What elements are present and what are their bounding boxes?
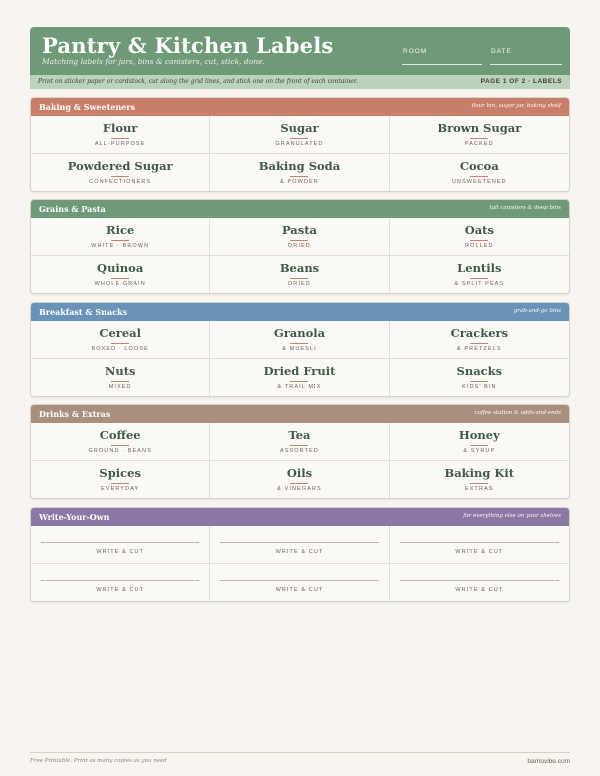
label-name: Beans — [279, 261, 320, 275]
label-divider — [290, 343, 308, 344]
label-name: Tea — [288, 428, 311, 442]
label-divider — [290, 278, 308, 279]
label-subtitle: CONFECTIONERS — [89, 179, 152, 185]
section-header — [31, 200, 569, 218]
label-name: Sugar — [280, 121, 319, 135]
room-label: ROOM — [403, 48, 428, 55]
label-name: Cereal — [99, 326, 141, 340]
label-cell — [210, 116, 389, 154]
label-divider — [290, 483, 308, 484]
section-header — [31, 405, 569, 423]
label-subtitle: DRIED — [288, 281, 311, 287]
write-line — [400, 542, 559, 543]
label-divider — [470, 278, 488, 279]
label-subtitle: ASSORTED — [280, 448, 319, 454]
section-baking — [30, 97, 570, 192]
section-write-your-own — [30, 507, 570, 602]
blank-label-cell — [210, 526, 389, 564]
section-drinks — [30, 404, 570, 499]
label-name: Spices — [99, 466, 141, 480]
label-divider — [290, 138, 308, 139]
label-name: Snacks — [456, 364, 503, 378]
label-divider — [290, 445, 308, 446]
label-divider — [470, 483, 488, 484]
label-name: Baking Soda — [258, 159, 341, 173]
label-subtitle: UNSWEETENED — [451, 179, 507, 185]
label-cell — [390, 359, 569, 397]
blank-label-caption: WRITE & CUT — [455, 587, 504, 593]
label-subtitle: & SYRUP — [463, 448, 496, 454]
label-name: Cocoa — [459, 159, 499, 173]
label-subtitle: WHOLE GRAIN — [94, 281, 146, 287]
section-note: for everything else on your shelves — [463, 513, 561, 519]
label-name: Coffee — [99, 428, 141, 442]
label-name: Pasta — [281, 223, 317, 237]
blank-label-cell — [390, 526, 569, 564]
section-note: grab-and-go bins — [513, 308, 561, 314]
label-subtitle: & POWDER — [280, 179, 319, 185]
instruction-bar — [30, 75, 570, 89]
page-title: Pantry & Kitchen Labels — [42, 33, 334, 58]
label-cell — [210, 359, 389, 397]
label-divider — [470, 176, 488, 177]
label-divider — [111, 240, 129, 241]
label-cell — [390, 423, 569, 461]
label-divider — [111, 176, 129, 177]
section-header — [31, 508, 569, 526]
label-name: Flour — [102, 121, 138, 135]
date-label: DATE — [491, 48, 512, 55]
section-title: Breakfast & Snacks — [39, 307, 128, 317]
label-subtitle: GRANULATED — [275, 141, 324, 147]
label-divider — [470, 445, 488, 446]
blank-label-caption: WRITE & CUT — [96, 587, 145, 593]
label-cell — [390, 218, 569, 256]
label-divider — [111, 381, 129, 382]
label-name: Lentils — [457, 261, 502, 275]
label-subtitle: ALL-PURPOSE — [94, 141, 146, 147]
label-name: Nuts — [104, 364, 136, 378]
label-divider — [111, 278, 129, 279]
label-name: Oats — [464, 223, 494, 237]
label-cell — [390, 256, 569, 294]
label-name: Rice — [106, 223, 135, 237]
label-subtitle: WHITE · BROWN — [91, 243, 150, 249]
room-field-line — [402, 64, 482, 65]
footer-website-link[interactable]: barriovibe.com — [527, 758, 570, 765]
label-cell — [31, 321, 210, 359]
label-subtitle: & TRAIL MIX — [277, 384, 322, 390]
label-divider — [111, 483, 129, 484]
label-subtitle: & VINEGARS — [277, 486, 322, 492]
footer-note: Free Printable. Print as many copies as you need — [30, 758, 167, 764]
label-name: Granola — [273, 326, 326, 340]
section-note: tall canisters & deep bins — [489, 205, 561, 211]
label-cell — [390, 116, 569, 154]
blank-label-caption: WRITE & CUT — [455, 549, 504, 555]
label-divider — [470, 240, 488, 241]
date-field-line — [490, 64, 562, 65]
label-divider — [290, 381, 308, 382]
label-cell — [210, 321, 389, 359]
write-line — [400, 580, 559, 581]
section-title: Write-Your-Own — [39, 512, 110, 522]
section-title: Grains & Pasta — [39, 204, 106, 214]
blank-label-caption: WRITE & CUT — [275, 549, 324, 555]
blank-label-cell — [210, 564, 389, 602]
section-header — [31, 303, 569, 321]
label-subtitle: EXTRAS — [465, 486, 494, 492]
label-cell — [390, 461, 569, 499]
label-divider — [470, 138, 488, 139]
label-subtitle: & PRETZELS — [457, 346, 502, 352]
blank-label-cell — [31, 564, 210, 602]
blank-label-caption: WRITE & CUT — [96, 549, 145, 555]
label-subtitle: BOXED · LOOSE — [91, 346, 149, 352]
write-line — [220, 580, 378, 581]
label-subtitle: EVERYDAY — [101, 486, 140, 492]
section-breakfast — [30, 302, 570, 397]
section-note: coffee station & odds-and-ends — [474, 410, 561, 416]
label-divider — [470, 343, 488, 344]
footer-divider — [30, 752, 570, 753]
instruction-text: Print on sticker paper or cardstock, cut along the grid lines, and stick one on the front of each container. — [38, 78, 358, 85]
page-subtitle: Matching labels for jars, bins & canisters, cut, stick, done. — [42, 57, 265, 66]
label-divider — [111, 343, 129, 344]
write-line — [41, 580, 199, 581]
label-subtitle: ROLLED — [465, 243, 494, 249]
label-cell — [390, 321, 569, 359]
label-subtitle: DRIED — [288, 243, 311, 249]
label-divider — [290, 240, 308, 241]
section-title: Baking & Sweeteners — [39, 102, 135, 112]
section-header — [31, 98, 569, 116]
label-cell — [210, 154, 389, 192]
label-name: Baking Kit — [444, 466, 515, 480]
label-cell — [210, 218, 389, 256]
blank-label-cell — [390, 564, 569, 602]
label-name: Honey — [458, 428, 500, 442]
page-indicator: PAGE 1 OF 2 · LABELS — [480, 78, 562, 85]
section-grains — [30, 199, 570, 294]
label-cell — [31, 256, 210, 294]
label-cell — [31, 359, 210, 397]
write-line — [41, 542, 199, 543]
label-cell — [31, 218, 210, 256]
blank-label-caption: WRITE & CUT — [275, 587, 324, 593]
label-name: Quinoa — [97, 261, 144, 275]
label-subtitle: & MUESLI — [282, 346, 317, 352]
label-cell — [31, 116, 210, 154]
label-divider — [111, 138, 129, 139]
label-subtitle: MIXED — [108, 384, 132, 390]
write-line — [220, 542, 378, 543]
label-subtitle: KIDS' BIN — [462, 384, 497, 390]
label-cell — [210, 423, 389, 461]
label-name: Oils — [286, 466, 313, 480]
label-divider — [290, 176, 308, 177]
blank-label-cell — [31, 526, 210, 564]
label-name: Brown Sugar — [437, 121, 522, 135]
label-cell — [31, 423, 210, 461]
label-cell — [210, 256, 389, 294]
header-banner — [30, 27, 570, 75]
label-cell — [31, 461, 210, 499]
section-note: flour bin, sugar jar, baking shelf — [471, 103, 561, 109]
label-divider — [470, 381, 488, 382]
label-subtitle: PACKED — [464, 141, 494, 147]
label-name: Crackers — [450, 326, 509, 340]
label-cell — [31, 154, 210, 192]
label-cell — [210, 461, 389, 499]
label-cell — [390, 154, 569, 192]
label-subtitle: GROUND · BEANS — [88, 448, 152, 454]
label-name: Powdered Sugar — [67, 159, 173, 173]
label-subtitle: & SPLIT PEAS — [454, 281, 505, 287]
label-name: Dried Fruit — [263, 364, 336, 378]
label-divider — [111, 445, 129, 446]
section-title: Drinks & Extras — [39, 409, 111, 419]
